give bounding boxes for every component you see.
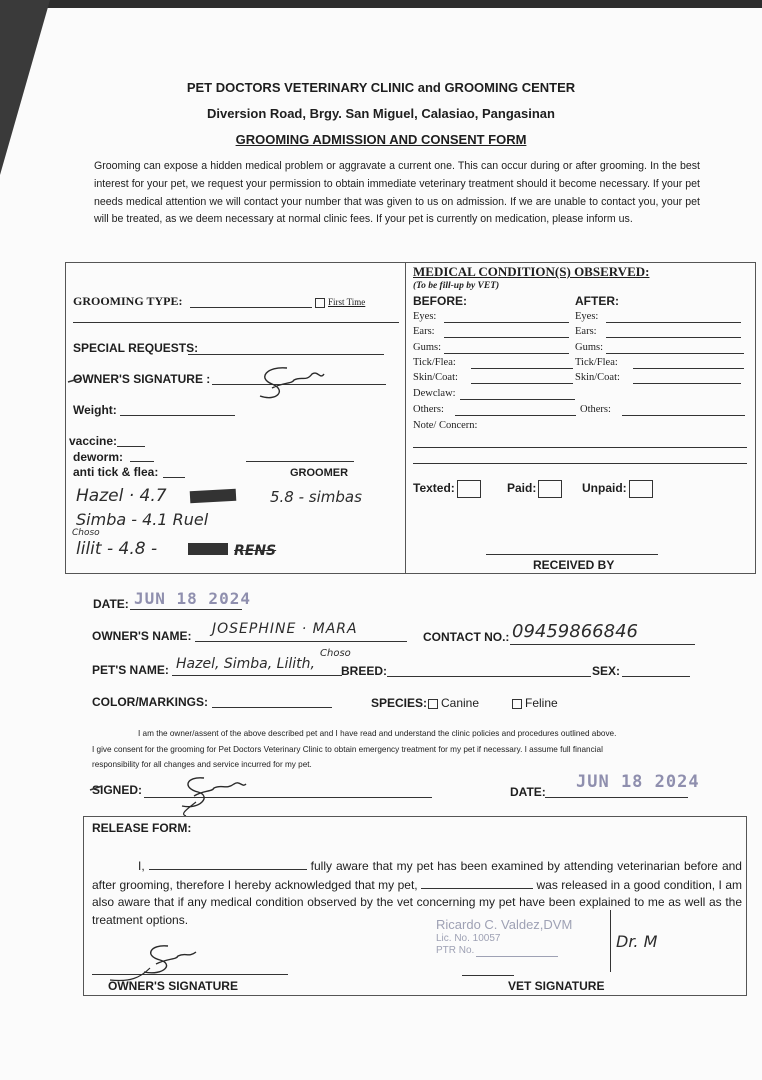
signed-date-stamp: JUN 18 2024 xyxy=(576,772,700,792)
deworm-line[interactable] xyxy=(130,461,154,462)
vet-lic-stamp: Lic. No. 10057 xyxy=(436,933,501,944)
form-title: GROOMING ADMISSION AND CONSENT FORM xyxy=(235,132,527,147)
vet-ptr-line xyxy=(476,956,558,957)
after-field-line[interactable] xyxy=(633,383,741,384)
pet-name-label: PET'S NAME: xyxy=(92,663,169,677)
anti-tick-label: anti tick & flea: xyxy=(73,465,159,479)
handwritten-rens: RENS xyxy=(234,543,277,559)
signed-label: SIGNED: xyxy=(92,783,143,797)
consent-line-3: responsibility for all changes and service incurred for my pet. xyxy=(92,760,312,769)
note-line-2[interactable] xyxy=(413,463,747,464)
consent-line-2: I give consent for the grooming for Pet Doctors Veterinary Clinic to obtain emergency treatment for my pet if necessary. I assume full financial xyxy=(92,744,603,754)
owner-signature-label: OWNER'S SIGNATURE : xyxy=(73,372,211,386)
release-text-1: I, xyxy=(138,859,145,873)
unpaid-field[interactable] xyxy=(582,480,653,498)
vet-sign-stroke xyxy=(610,910,611,972)
before-field-line[interactable] xyxy=(460,399,575,400)
date-label: DATE: xyxy=(93,597,129,611)
breed-line[interactable] xyxy=(387,676,591,677)
vaccine-line[interactable] xyxy=(117,446,145,447)
after-label: AFTER: xyxy=(575,294,619,308)
before-field-label: Dewclaw: xyxy=(413,388,456,399)
before-field-label: Eyes: xyxy=(413,311,437,322)
special-requests-line[interactable] xyxy=(188,354,384,355)
release-text-3: was released in a good condition, I am also aware that if any medical condition observed by the vet concerning my pet have been explained to me as well as the treatment options. xyxy=(92,877,742,927)
owner-name-line[interactable] xyxy=(195,641,407,642)
weight-line[interactable] xyxy=(120,415,235,416)
before-label: BEFORE: xyxy=(413,294,467,308)
checkbox-icon xyxy=(315,298,325,308)
contact-label: CONTACT NO.: xyxy=(423,630,510,644)
deworm-label: deworm: xyxy=(73,450,124,464)
owner-name-label: OWNER'S NAME: xyxy=(92,629,192,643)
scribbled-out-text xyxy=(190,489,237,503)
grooming-type-line-2[interactable] xyxy=(73,322,399,323)
vet-signature-line[interactable] xyxy=(462,975,514,976)
contact-line[interactable] xyxy=(510,644,695,645)
feline-label: Feline xyxy=(525,696,558,710)
grooming-type-label: GROOMING TYPE: xyxy=(73,294,183,308)
received-by-label: RECEIVED BY xyxy=(533,558,615,572)
release-text-2: fully aware that my pet has been examined by attending veterinarian before and after grooming, therefore I hereby acknowledged that my pet, xyxy=(92,859,742,892)
release-owner-scribble xyxy=(80,938,210,984)
groomer-label: GROOMER xyxy=(290,467,349,479)
after-field-line[interactable] xyxy=(633,368,744,369)
before-field-line[interactable] xyxy=(455,415,576,416)
clinic-address: Diversion Road, Brgy. San Miguel, Calasiao, Pangasinan xyxy=(207,106,555,121)
contact-value: 09459866846 xyxy=(512,621,638,642)
texted-label: Texted: xyxy=(413,481,455,496)
weight-label: Weight: xyxy=(73,403,117,417)
before-field-label: Gums: xyxy=(413,342,442,353)
consent-text xyxy=(92,726,698,773)
signed-date-line[interactable] xyxy=(545,797,688,798)
special-requests-label: SPECIAL REQUESTS: xyxy=(73,341,199,355)
owner-name-value: JOSEPHINE · MARA xyxy=(212,621,358,637)
vaccine-label: vaccine: xyxy=(69,434,118,448)
medical-subtitle: (To be fill-up by VET) xyxy=(413,281,500,291)
first-time-checkbox[interactable] xyxy=(315,297,365,308)
canine-label: Canine xyxy=(441,696,480,710)
release-pet-blank[interactable] xyxy=(421,876,533,889)
groomer-line[interactable] xyxy=(246,461,354,462)
pet-name-value: Hazel, Simba, Lilith, xyxy=(176,656,315,672)
before-field-line[interactable] xyxy=(444,353,569,354)
release-name-blank[interactable] xyxy=(149,857,307,870)
after-field-label: Others: xyxy=(580,404,611,415)
canine-option[interactable] xyxy=(428,696,479,710)
after-field-line[interactable] xyxy=(606,337,741,338)
signed-scribble xyxy=(86,772,256,818)
anti-tick-line[interactable] xyxy=(163,477,185,478)
paid-label: Paid: xyxy=(507,481,537,496)
paid-box[interactable] xyxy=(538,480,562,498)
before-field-line[interactable] xyxy=(471,368,573,369)
grooming-type-line[interactable] xyxy=(190,307,312,308)
after-field-label: Eyes: xyxy=(575,311,599,322)
unpaid-box[interactable] xyxy=(629,480,653,498)
before-field-line[interactable] xyxy=(444,322,569,323)
vet-name-stamp: Ricardo C. Valdez,DVM xyxy=(436,917,573,932)
pet-name-line[interactable] xyxy=(172,675,342,676)
feline-checkbox[interactable] xyxy=(512,699,522,709)
color-label: COLOR/MARKINGS: xyxy=(92,695,208,709)
date-stamp: JUN 18 2024 xyxy=(134,589,251,608)
before-field-label: Others: xyxy=(413,404,444,415)
breed-label: BREED: xyxy=(341,664,388,678)
species-label: SPECIES: xyxy=(371,696,428,710)
after-field-label: Gums: xyxy=(575,342,604,353)
handwritten-choso-small: Choso xyxy=(72,528,100,538)
before-field-label: Ears: xyxy=(413,326,435,337)
signed-date-label: DATE: xyxy=(510,785,546,799)
canine-checkbox[interactable] xyxy=(428,699,438,709)
vet-ptr-stamp: PTR No. xyxy=(436,945,475,956)
medical-title: MEDICAL CONDITION(S) OBSERVED: xyxy=(413,264,650,279)
owner-signature-release-label: OWNER'S SIGNATURE xyxy=(108,979,238,993)
after-field-label: Tick/Flea: xyxy=(575,357,618,368)
after-field-line[interactable] xyxy=(622,415,745,416)
after-field-line[interactable] xyxy=(606,322,741,323)
scribbled-out-text-2 xyxy=(188,543,228,555)
handwritten-lilit: lilit - 4.8 - xyxy=(76,539,158,559)
color-line[interactable] xyxy=(212,707,332,708)
release-paragraph xyxy=(92,857,742,929)
note-line-1[interactable] xyxy=(413,447,747,448)
consent-line-1: I am the owner/assent of the above described pet and I have read and understand the clinic policies and procedures outlined above. xyxy=(138,729,617,738)
release-form-title: RELEASE FORM: xyxy=(92,821,192,835)
handwritten-simbas: 5.8 - simbas xyxy=(270,488,362,506)
unpaid-label: Unpaid: xyxy=(582,481,627,496)
scan-edge xyxy=(0,0,762,8)
pet-name-extra: Choso xyxy=(320,648,351,659)
before-field-line[interactable] xyxy=(471,383,573,384)
handwritten-simba: Simba - 4.1 Ruel xyxy=(76,510,209,529)
after-field-label: Ears: xyxy=(575,326,597,337)
before-field-label: Skin/Coat: xyxy=(413,372,458,383)
handwritten-hazel: Hazel · 4.7 xyxy=(76,486,167,506)
panel-divider xyxy=(405,262,406,574)
note-concern-label: Note/ Concern: xyxy=(413,420,478,431)
vet-sign-scrawl: Dr. M xyxy=(616,932,658,951)
vet-signature-label: VET SIGNATURE xyxy=(508,979,605,993)
feline-option[interactable] xyxy=(512,696,558,710)
sex-label: SEX: xyxy=(592,664,621,678)
before-field-line[interactable] xyxy=(444,337,569,338)
sex-line[interactable] xyxy=(622,676,690,677)
after-field-label: Skin/Coat: xyxy=(575,372,620,383)
first-time-label: First Time xyxy=(328,297,366,307)
before-field-label: Tick/Flea: xyxy=(413,357,456,368)
texted-field[interactable] xyxy=(413,480,481,498)
clinic-name: PET DOCTORS VETERINARY CLINIC and GROOMING CENTER xyxy=(186,80,576,95)
after-field-line[interactable] xyxy=(606,353,744,354)
texted-box[interactable] xyxy=(457,480,481,498)
date-line[interactable] xyxy=(130,609,242,610)
intro-paragraph: Grooming can expose a hidden medical problem or aggravate a current one. This can occur during or after grooming. In the best interest for your pet, we request your permission to obtain immediate veterinary treatment should it become necessary. If your pet needs medical attention we will contact your number that was given to us on admission. If we are unable to contact you, your pet will be treated, as we deem necessary at normal clinic fees. If your pet is currently on medication, please inform us. xyxy=(94,160,700,226)
paid-field[interactable] xyxy=(507,480,562,498)
received-by-line[interactable] xyxy=(486,554,658,555)
